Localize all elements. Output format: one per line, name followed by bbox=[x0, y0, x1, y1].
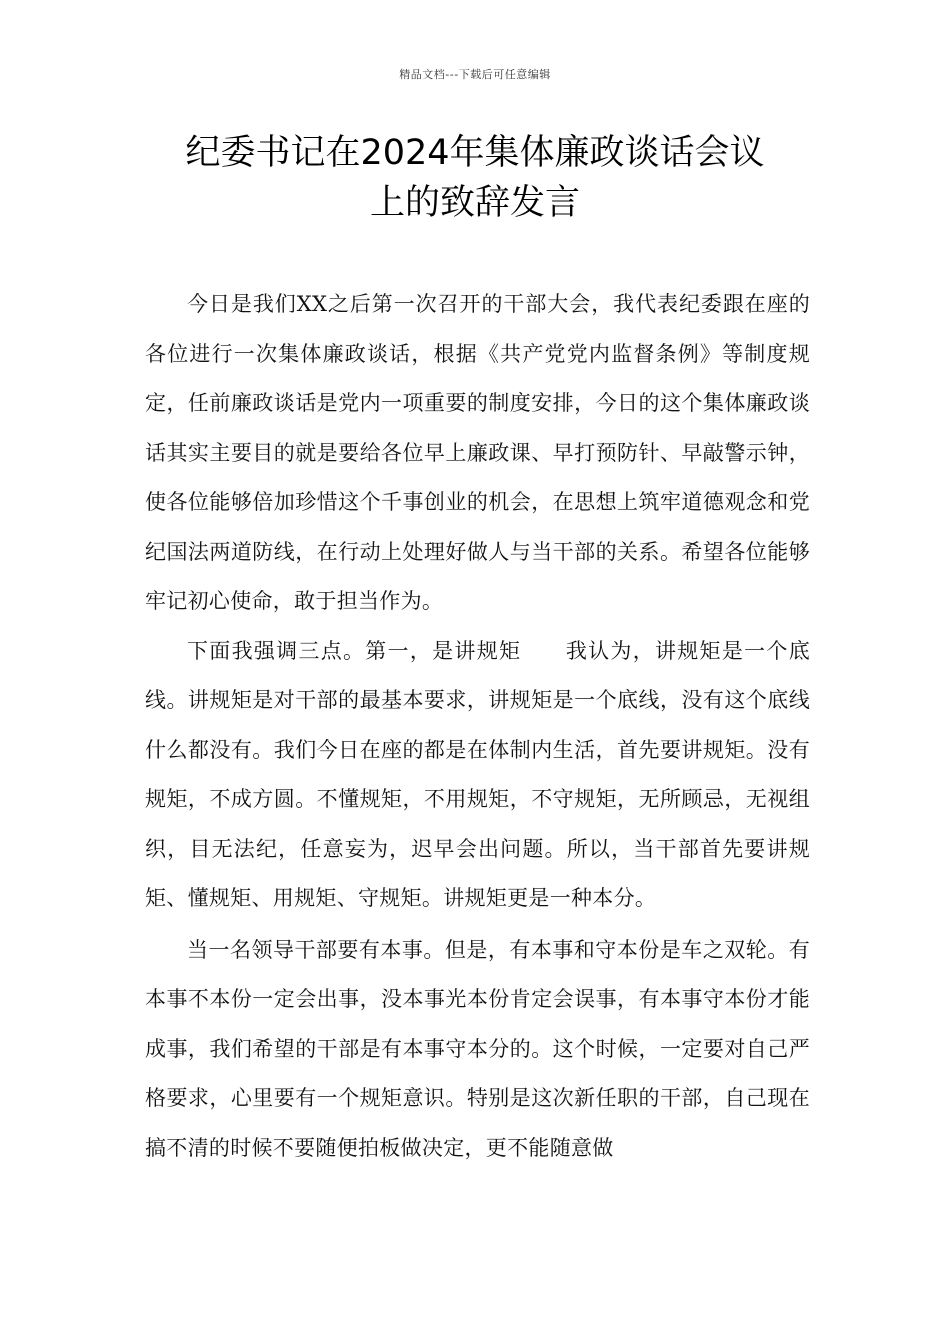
document-title bbox=[120, 128, 830, 228]
paragraph: 下面我强调三点。第一，是讲规矩 我认为，讲规矩是一个底线。讲规矩是对干部的最基本要求，讲规矩是一个底线，没有这个底线什么都没有。我们今日在座的都是在体制内生活，首先要讲规矩。没有规矩，不成方圆。不懂规矩，不用规矩，不守规矩，无所顾忌，无视组织，目无法纪，任意妄为，迟早会出问题。所以，当干部首先要讲规矩、懂规矩、用规矩、守规矩。讲规矩更是一种本分。 bbox=[145, 638, 810, 910]
header-note: 精品文档---下载后可任意编辑 bbox=[399, 68, 551, 81]
document-body bbox=[145, 280, 810, 1173]
paragraph: 当一名领导干部要有本事。但是，有本事和守本份是车之双轮。有本事不本份一定会出事，没本事光本份肯定会误事，有本事守本份才能成事，我们希望的干部是有本事守本分的。这个时候，一定要对自己严格要求，心里要有一个规矩意识。特别是这次新任职的干部，自己现在搞不清的时候不要随便拍板做决定，更不能随意做 bbox=[145, 937, 810, 1160]
title-line-2: 上的致辞发言 bbox=[369, 183, 580, 223]
title-line-1: 纪委书记在2024年集体廉政谈话会议 bbox=[185, 133, 765, 173]
paragraph: 今日是我们XX之后第一次召开的干部大会，我代表纪委跟在座的各位进行一次集体廉政谈话，根据《共产党党内监督条例》等制度规定，任前廉政谈话是党内一项重要的制度安排，今日的这个集体廉政谈话其实主要目的就是要给各位早上廉政课、早打预防针、早敲警示钟，使各位能够倍加珍惜这个千事创业的机会，在思想上筑牢道德观念和党纪国法两道防线，在行动上处理好做人与当干部的关系。希望各位能够牢记初心使命，敢于担当作为。 bbox=[145, 292, 810, 613]
